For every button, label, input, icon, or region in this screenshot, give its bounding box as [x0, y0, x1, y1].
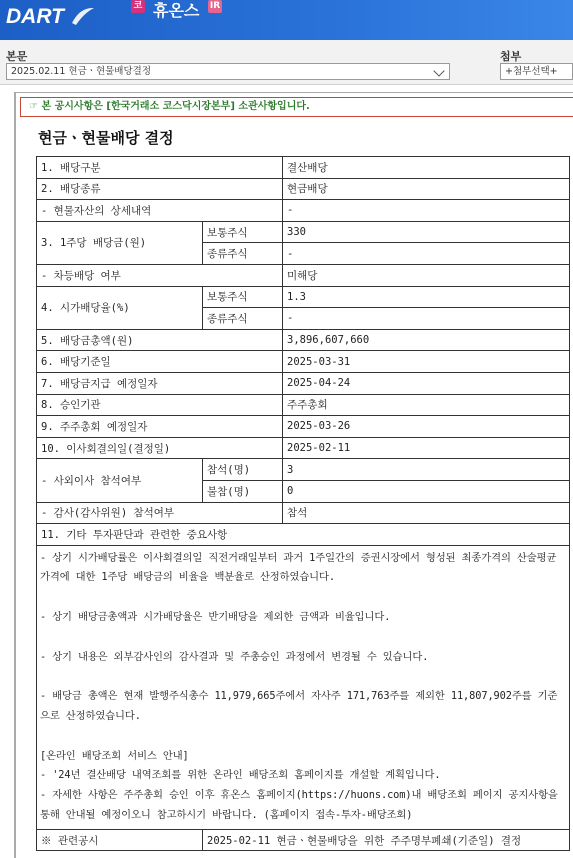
table-row — [37, 157, 570, 179]
table-row — [37, 416, 570, 438]
row-value: 주주총회 — [283, 394, 570, 416]
row-label: 4. 시가배당율(%) — [37, 286, 203, 329]
note-paragraph: - 배당금 총액은 현재 발행주식총수 11,979,665주에서 자사주 171,763주를 제외한 11,807,902주를 기준으로 산정하였습니다. — [40, 690, 558, 723]
note-paragraph: - '24년 결산배당 내역조회를 위한 온라인 배당조회 홈페이지를 개설할 계획입니다. — [40, 769, 441, 782]
row-value: 참석 — [283, 502, 570, 524]
dart-swoosh-icon — [70, 5, 96, 27]
attachment-select[interactable] — [500, 63, 573, 80]
row-value: 미해당 — [283, 264, 570, 286]
row-value: - — [283, 200, 570, 222]
table-row — [37, 524, 570, 546]
row-sublabel: 보통주식 — [203, 286, 283, 308]
row-label: 1. 배당구분 — [37, 157, 283, 179]
document-toolbar — [0, 40, 573, 85]
table-row — [37, 502, 570, 524]
row-label: 3. 1주당 배당금(원) — [37, 221, 203, 264]
row-label: 7. 배당금지급 예정일자 — [37, 372, 283, 394]
table-row — [37, 372, 570, 394]
company-name: 휴온스 — [153, 1, 200, 20]
kosdaq-badge: 코 — [131, 0, 145, 13]
row-label: 6. 배당기준일 — [37, 351, 283, 373]
table-row — [37, 351, 570, 373]
row-value: 3,896,607,660 — [283, 329, 570, 351]
table-row — [37, 264, 570, 286]
chevron-down-icon — [433, 65, 444, 76]
row-value: 3 — [283, 459, 570, 481]
table-row — [37, 178, 570, 200]
row-label: 11. 기타 투자판단과 관련한 중요사항 — [37, 524, 570, 546]
row-label: 10. 이사회결의일(결정일) — [37, 437, 283, 459]
related-disclosure-text: 2025-02-11 현금ㆍ현물배당을 위한 주주명부폐쇄(기준일) 결정 — [207, 834, 522, 847]
note-paragraph: - 상기 배당금총액과 시가배당율은 반기배당을 제외한 금액과 비율입니다. — [40, 611, 391, 624]
row-label: 9. 주주총회 예정일자 — [37, 416, 283, 438]
row-value: 1.3 — [283, 286, 570, 308]
row-label: 8. 승인기관 — [37, 394, 283, 416]
row-value: - — [283, 308, 570, 330]
table-row — [37, 545, 570, 829]
row-value: 결산배당 — [283, 157, 570, 179]
top-header — [0, 0, 573, 40]
row-sublabel: 보통주식 — [203, 221, 283, 243]
row-label: - 차등배당 여부 — [37, 264, 283, 286]
row-value: 2025-02-11 — [283, 437, 570, 459]
row-value: 2025-03-26 — [283, 416, 570, 438]
main-doc-select[interactable] — [6, 63, 450, 80]
table-row — [37, 394, 570, 416]
table-row — [37, 221, 570, 243]
row-label: 5. 배당금총액(원) — [37, 329, 283, 351]
dart-logo[interactable]: DART — [6, 5, 64, 28]
note-paragraph: - 상기 시가배당률은 이사회결의일 직전거래일부터 과거 1주일간의 증권시장에서 형성된 최종가격의 산술평균가격에 대한 1주당 배당금의 비율을 백분율로 산정하였습니다. — [40, 551, 557, 584]
document-content — [14, 92, 573, 858]
table-row — [37, 286, 570, 308]
related-label: ※ 관련공시 — [37, 829, 203, 851]
row-value: 현금배당 — [283, 178, 570, 200]
row-value: 2025-03-31 — [283, 351, 570, 373]
row-value: 2025-04-24 — [283, 372, 570, 394]
page-title: 현금ㆍ현물배당 결정 — [38, 129, 174, 147]
row-sublabel: 불참(명) — [203, 480, 283, 502]
note-paragraph: [온라인 배당조회 서비스 안내] — [40, 749, 189, 762]
row-value: 330 — [283, 221, 570, 243]
row-sublabel: 종류주식 — [203, 308, 283, 330]
row-sublabel: 종류주식 — [203, 243, 283, 265]
row-label: 2. 배당종류 — [37, 178, 283, 200]
row-sublabel: 참석(명) — [203, 459, 283, 481]
table-row — [37, 329, 570, 351]
row-value: - — [283, 243, 570, 265]
related-disclosure-link[interactable] — [203, 829, 570, 851]
note-paragraph: - 상기 내용은 외부감사인의 감사결과 및 주총승인 과정에서 변경될 수 있습니다. — [40, 650, 429, 663]
note-paragraph: - 자세한 사항은 주주총회 승인 이후 휴온스 홈페이지(https://huons.com)내 배당조회 페이지 공지사항을 통해 안내될 예정이오니 참고하시기 바랍니다. (홈페이지 접속-투자-배당조회) — [40, 789, 558, 822]
table-row — [37, 437, 570, 459]
table-row — [37, 200, 570, 222]
main-doc-select-value: 2025.02.11 현금ㆍ현물배당결정 — [11, 66, 152, 77]
table-row — [37, 829, 570, 851]
row-value: 0 — [283, 480, 570, 502]
main-doc-label: 본문 — [6, 50, 28, 63]
row-label: - 사외이사 참석여부 — [37, 459, 203, 502]
attachment-label: 첨부 — [500, 50, 522, 63]
disclosure-table — [36, 156, 570, 851]
row-label: - 감사(감사위원) 참석여부 — [37, 502, 283, 524]
row-label: - 현물자산의 상세내역 — [37, 200, 283, 222]
notes-cell — [37, 545, 570, 829]
attachment-select-value: +첨부선택+ — [505, 66, 558, 77]
jurisdiction-notice: ☞ 본 공시사항은 [한국거래소 코스닥시장본부] 소관사항입니다. — [20, 97, 573, 117]
ir-badge[interactable]: IR — [209, 1, 221, 11]
table-row — [37, 459, 570, 481]
